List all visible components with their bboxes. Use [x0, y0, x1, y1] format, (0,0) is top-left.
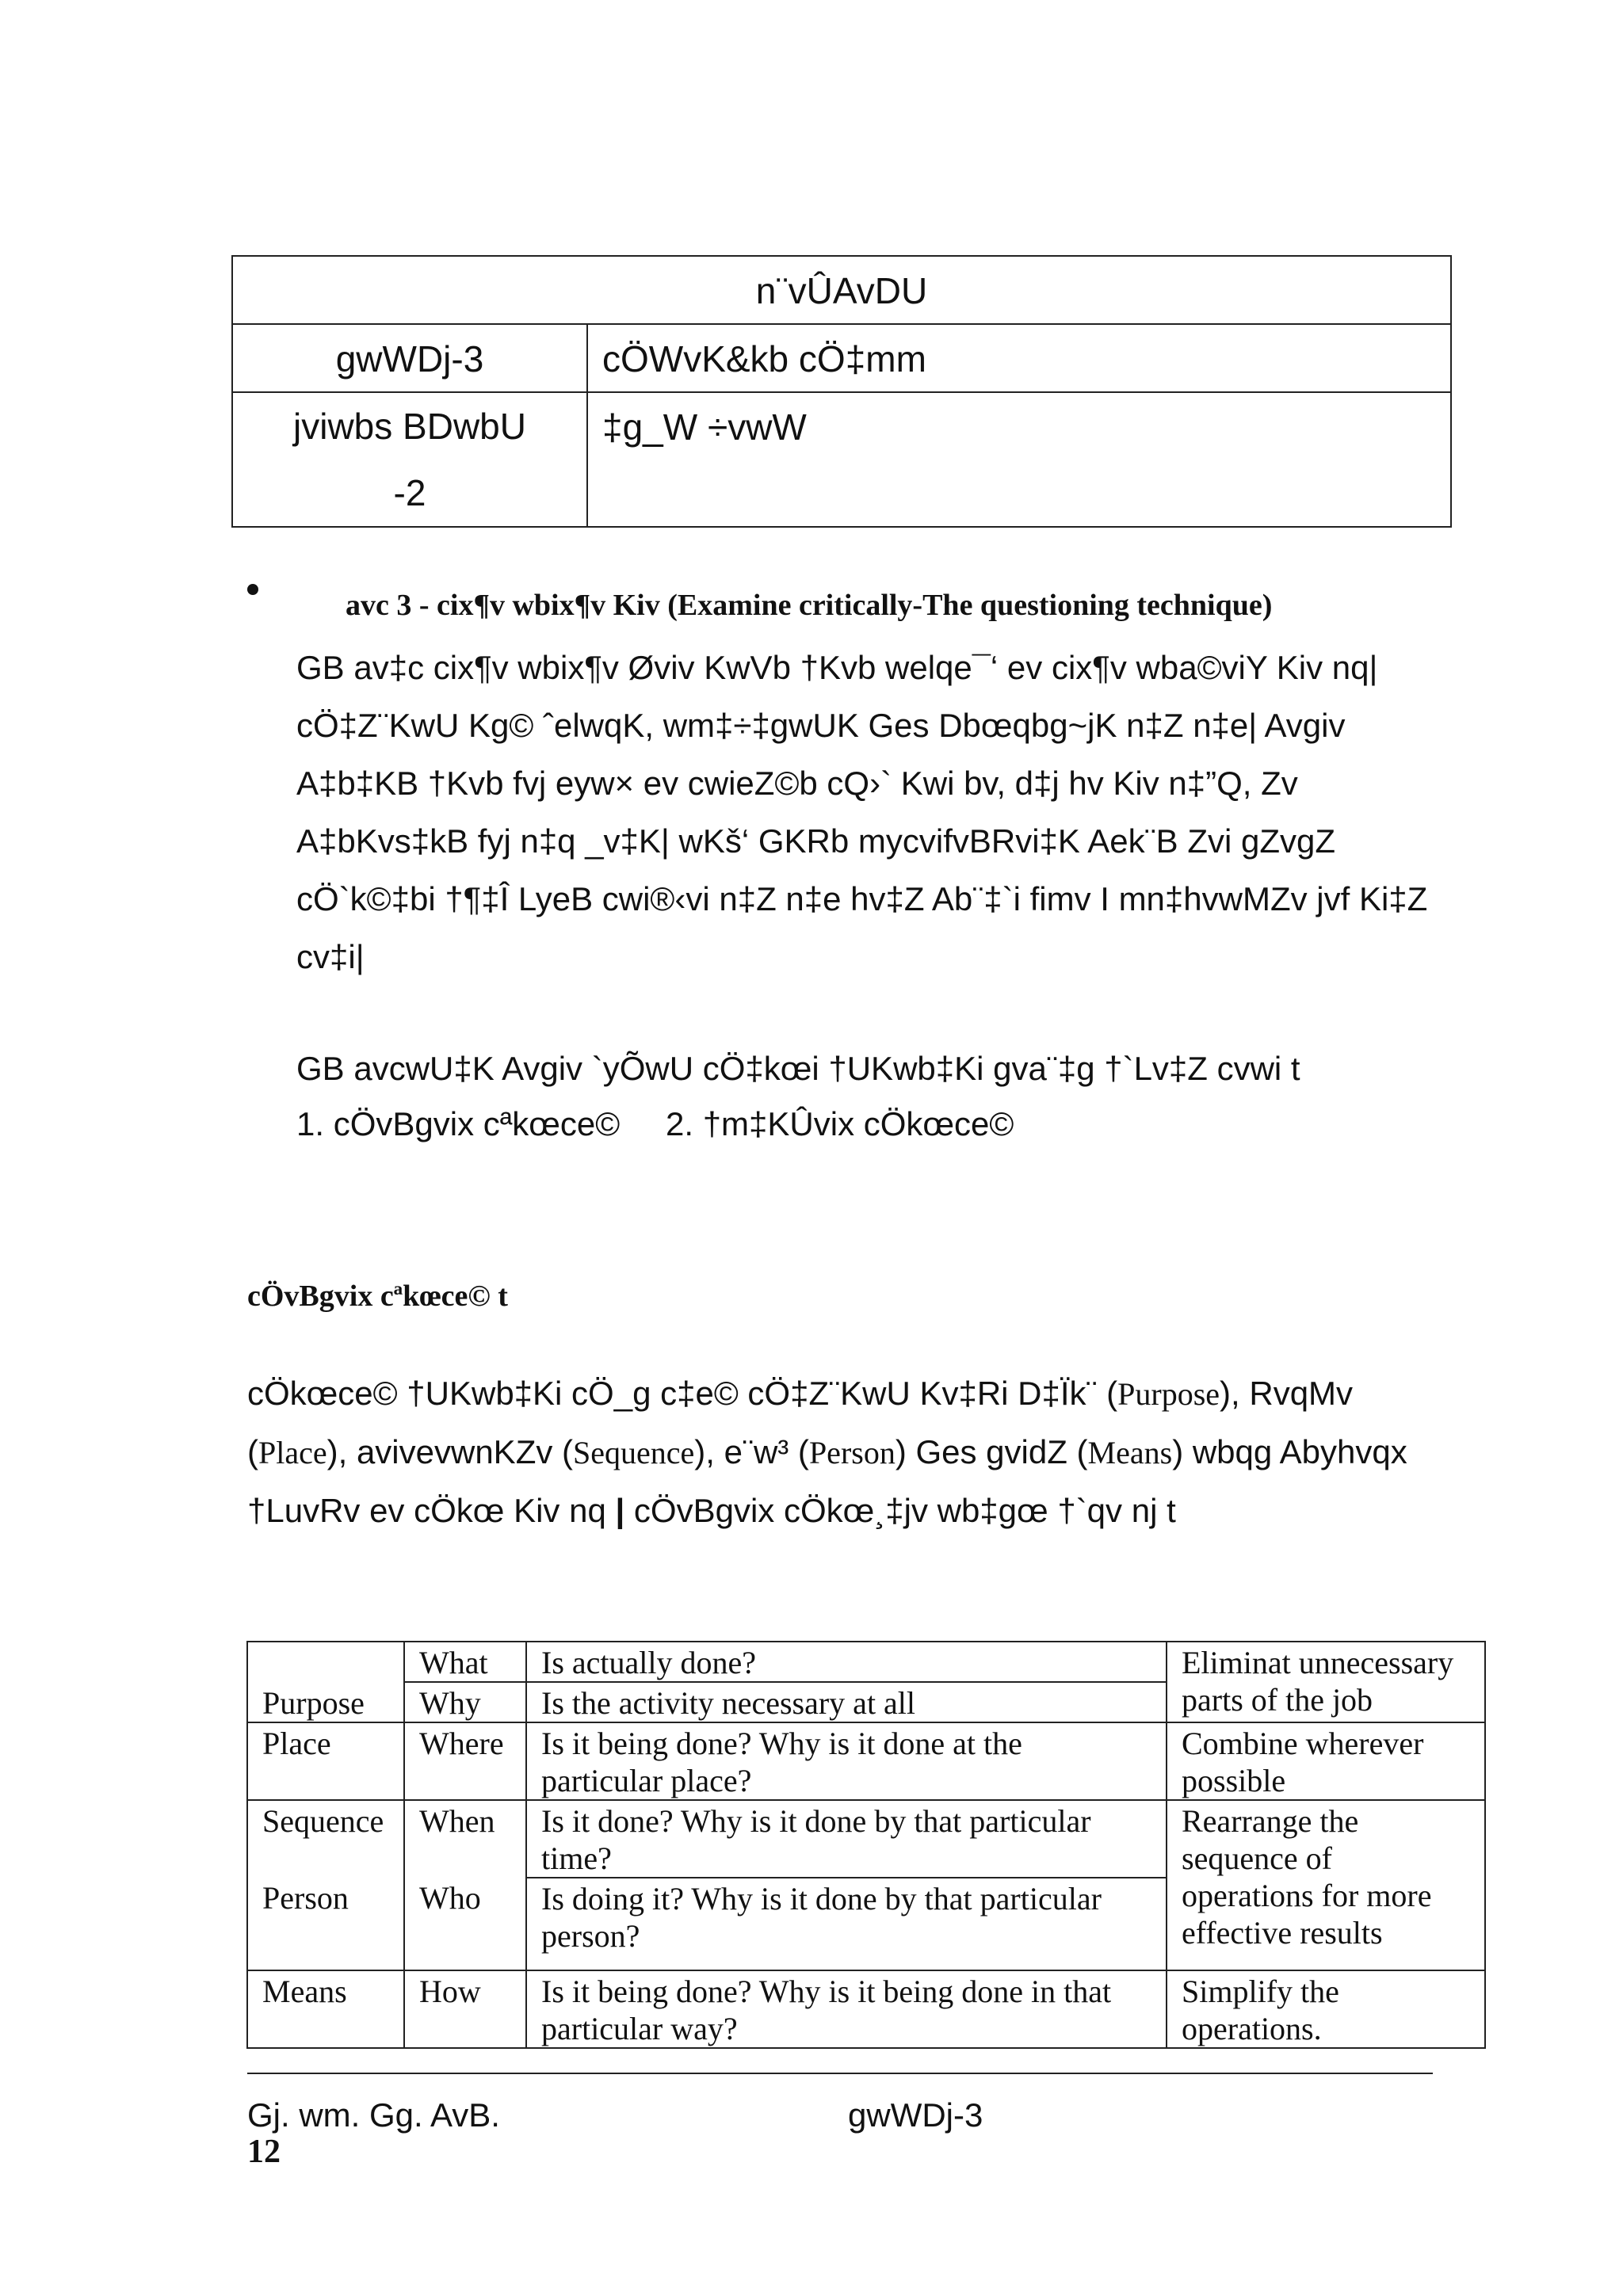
- english-term: Person: [808, 1435, 896, 1470]
- paragraph-text: ) wbqg Abyhvqx: [1172, 1433, 1407, 1470]
- bullet-icon: [247, 584, 258, 595]
- unit-title: ‡g_W ÷vwW: [602, 406, 807, 448]
- footer-institution: Gj. wm. Gg. AvB.: [247, 2096, 500, 2134]
- category-cell: Place: [247, 1722, 404, 1800]
- question-cell: Is it done? Why is it done by that particular time?: [526, 1800, 1167, 1878]
- question-word-cell: What: [404, 1642, 526, 1682]
- question-word-cell: Where: [404, 1722, 526, 1800]
- action-cell: Combine wherever possible: [1167, 1722, 1485, 1800]
- english-term: Purpose: [1117, 1376, 1220, 1412]
- step-heading-bangla: avc 3 - cix¶v wbix¶v Kiv (: [346, 589, 678, 622]
- list-item: 2. †m‡KÛvix cÖkœce©: [666, 1105, 1014, 1142]
- footer-divider: [247, 2073, 1433, 2074]
- header-divider: [586, 325, 588, 526]
- questioning-table: [246, 1641, 1486, 2049]
- question-cell: Is doing it? Why is it done by that particular person?: [526, 1878, 1167, 1970]
- section-subheading: cÖvBgvix cªkœce© t: [247, 1280, 508, 1313]
- page-number: 12: [247, 2134, 281, 2170]
- paragraph-line: cÖ`k©‡bi †¶‡Î LyeB cwi®‹vi n‡Z n‡e hv‡Z Ab¨‡`i fimv I mn‡hvwMZv jvf Ki‡Z: [296, 880, 1428, 917]
- paragraph-text: cÖkœce© †UKwb‡Ki cÖ_g c‡e© cÖ‡Z¨KwU Kv‡Ri D‡Ïk¨ (: [247, 1375, 1118, 1412]
- question-cell: Is it being done? Why is it done at the particular place?: [526, 1722, 1167, 1800]
- action-cell: Simplify the operations.: [1167, 1970, 1485, 2048]
- paragraph-line: [247, 1482, 1444, 1539]
- step-heading: [346, 588, 1272, 623]
- paragraph-text: (: [247, 1433, 258, 1470]
- step-heading-close: ): [1262, 589, 1273, 622]
- action-cell: Eliminat unnecessary parts of the job: [1167, 1642, 1485, 1722]
- category-cell: Purpose: [247, 1642, 404, 1722]
- paragraph-text: ), RvqMv: [1220, 1375, 1354, 1412]
- table-row: [247, 1642, 1485, 1682]
- unit-label-line2: -2: [393, 472, 426, 513]
- header-title-row: [233, 257, 1450, 325]
- intro-line: GB avcwU‡K Avgiv `yÕwU cÖ‡kœi †UKwb‡Ki gva¨‡g †`Lv‡Z cvwi t: [296, 1050, 1300, 1087]
- primary-questions-paragraph: [247, 1364, 1444, 1539]
- question-word-cell: Who: [404, 1878, 526, 1970]
- header-row-unit: [233, 393, 1450, 526]
- step-heading-english: Examine critically-The questioning technique: [677, 589, 1262, 622]
- paragraph-line: cÖ‡Z¨KwU Kg© ˆelwqK, wm‡÷‡gwUK Ges Dbœqbg~jK n‡Z n‡e| Avgiv: [296, 707, 1346, 744]
- unit-label: [233, 393, 586, 526]
- question-cell: Is it being done? Why is it being done in that particular way?: [526, 1970, 1167, 2048]
- footer-module: gwWDj-3: [848, 2096, 983, 2134]
- paragraph-text: cÖvBgvix cÖkœ¸‡jv wb‡gœ †`qv nj t: [624, 1492, 1176, 1529]
- paragraph-text: ), e¨w³ (: [694, 1433, 809, 1470]
- table-row: [247, 1722, 1485, 1800]
- english-term: Means: [1087, 1435, 1173, 1470]
- question-word-cell: Why: [404, 1682, 526, 1722]
- paragraph-line: A‡b‡KB †Kvb fvj eyw× ev cwieZ©b cQ›` Kwi bv, d‡j hv Kiv n‡”Q, Zv: [296, 765, 1298, 802]
- paragraph-text: |: [615, 1492, 625, 1529]
- question-word-cell: When: [404, 1800, 526, 1878]
- english-term: Sequence: [573, 1435, 695, 1470]
- question-cell: Is the activity necessary at all: [526, 1682, 1167, 1722]
- paragraph-text: ) Ges gvidZ (: [895, 1433, 1088, 1470]
- question-word-cell: How: [404, 1970, 526, 2048]
- category-cell: Means: [247, 1970, 404, 2048]
- category-cell: Sequence: [247, 1800, 404, 1878]
- step-paragraph: [296, 639, 1438, 986]
- paragraph-text: ), avivevwnKZv (: [327, 1433, 574, 1470]
- header-row-module: [233, 325, 1450, 393]
- paragraph-line: GB av‡c cix¶v wbix¶v Øviv KwVb †Kvb welqe¯‘ ev cix¶v wba©viY Kiv nq|: [296, 649, 1378, 686]
- paragraph-line: A‡bKvs‡kB fyj n‡q _v‡K| wKš‘ GKRb mycvifvBRvi‡K Aek¨B Zvi gZvgZ: [296, 822, 1336, 860]
- paragraph-line: [247, 1423, 1444, 1482]
- header-table: [231, 255, 1452, 528]
- category-cell: Person: [247, 1878, 404, 1970]
- paragraph-text: †LuvRv ev cÖkœ Kiv nq: [247, 1492, 616, 1529]
- question-cell: Is actually done?: [526, 1642, 1167, 1682]
- table-row: [247, 1800, 1485, 1878]
- module-label: gwWDj-3: [335, 338, 484, 379]
- english-term: Place: [258, 1435, 327, 1470]
- unit-label-line1: jviwbs BDwbU: [293, 406, 526, 447]
- table-row: [247, 1970, 1485, 2048]
- list-item: 1. cÖvBgvix cªkœce©: [296, 1105, 621, 1142]
- paragraph-line: cv‡i|: [296, 938, 365, 975]
- action-cell: Rearrange the sequence of operations for more effective results: [1167, 1800, 1485, 1970]
- header-title: n¨vÛAvDU: [755, 270, 928, 311]
- module-title: cÖWvK&kb cÖ‡mm: [602, 338, 926, 379]
- paragraph-line: [247, 1364, 1444, 1423]
